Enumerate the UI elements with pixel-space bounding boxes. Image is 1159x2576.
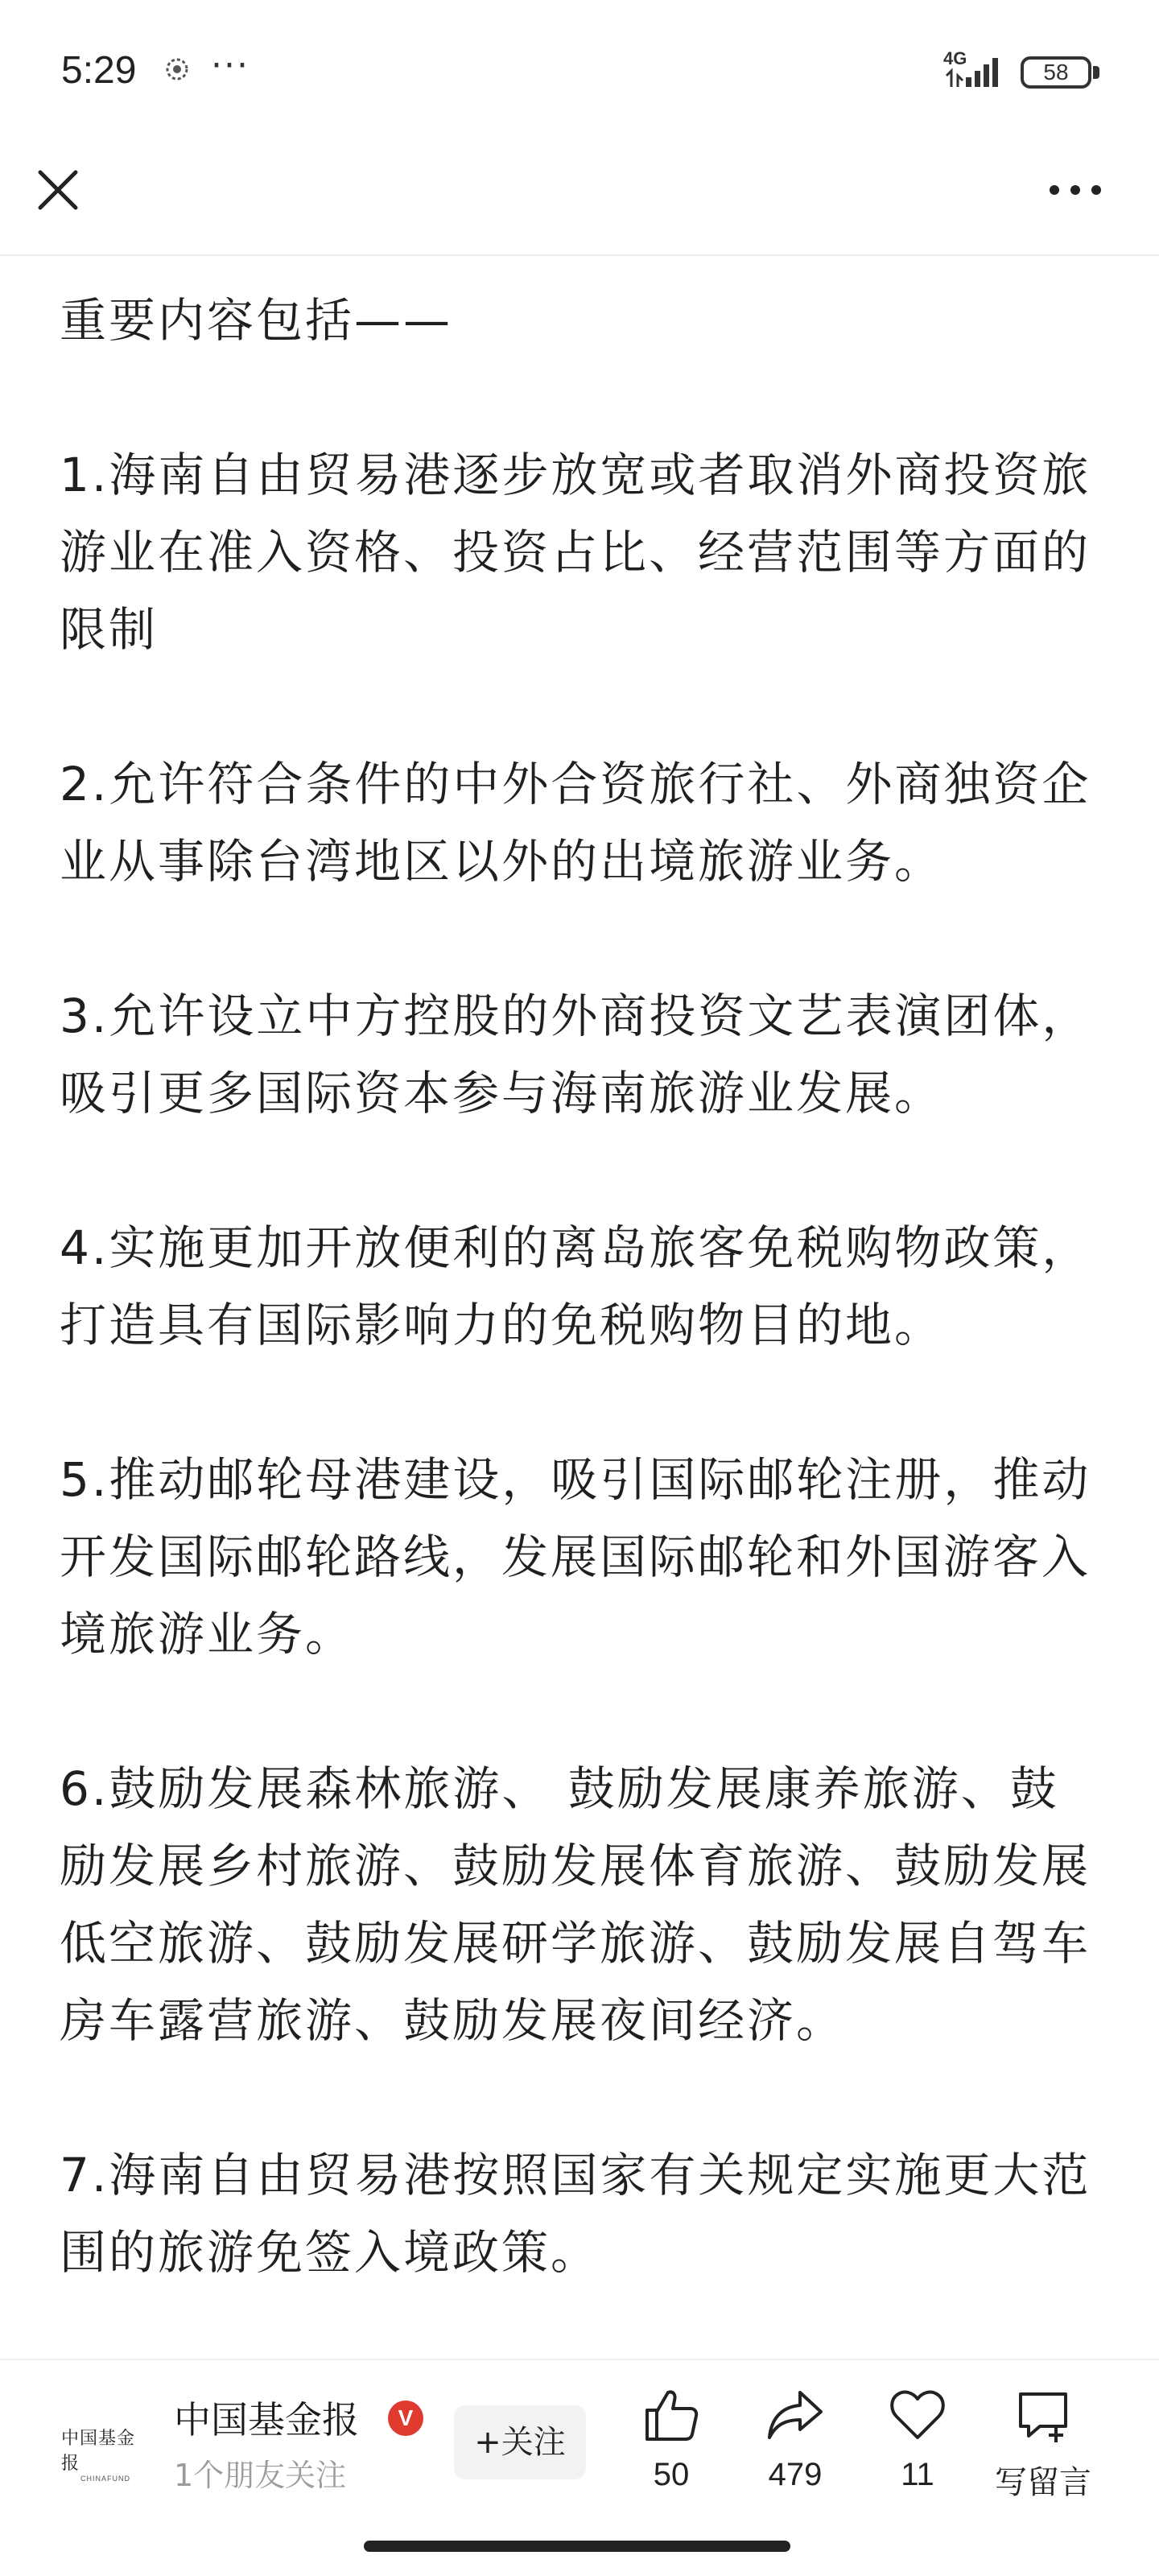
favorite-button[interactable] [861,2384,974,2513]
paragraph-gap [60,1673,1106,1750]
thumbs-up-icon [641,2384,702,2446]
heart-icon [887,2384,948,2446]
share-icon [765,2384,826,2446]
logo-text: 中国基金报 [61,2429,136,2474]
top-nav [0,145,1159,256]
article-item-1: 1.海南自由贸易港逐步放宽或者取消外商投资旅游业在准入资格、投资占比、经营范围等方面的限制 [60,448,1091,657]
article-item-4: 4.实施更加开放便利的离岛旅客免税购物政策，打造具有国际影响力的免税购物目的地。 [60,1220,1091,1352]
battery-icon [1021,56,1091,89]
share-count: 479 [768,2457,823,2492]
battery-level: 58 [1043,60,1069,85]
article-item-6: 6.鼓励发展森林旅游、 鼓励发展康养旅游、鼓励发展乡村旅游、鼓励发展体育旅游、鼓励发展低空旅游、鼓励发展研学旅游、鼓励发展自驾车房车露营旅游、鼓励发展夜间经济。 [60,1761,1091,2048]
article-body [60,282,1106,2291]
signal-icon [943,48,1008,89]
like-button[interactable] [615,2384,728,2513]
battery-tip [1093,66,1099,79]
like-count: 50 [653,2457,690,2492]
paragraph-gap [60,900,1106,977]
verified-badge-icon: V [388,2401,423,2436]
more-horizontal-icon[interactable] [1043,164,1107,216]
paragraph-gap [60,359,1106,436]
article-item-3: 3.允许设立中方控股的外商投资文艺表演团体，吸引更多国际资本参与海南旅游业发展。 [60,989,1091,1121]
paragraph-gap [60,1364,1106,1441]
paragraph-gap [60,2059,1106,2136]
favorite-count: 11 [901,2457,934,2492]
status-bar [0,0,1159,145]
share-button[interactable] [739,2384,852,2513]
paragraph-gap [60,668,1106,745]
publisher-logo[interactable] [61,2425,150,2483]
article-item-2: 2.允许符合条件的中外合资旅行社、外商独资企业从事除台湾地区以外的出境旅游业务。 [60,757,1091,889]
comment-add-icon [1013,2384,1074,2446]
notification-icon [161,53,193,85]
bottom-action-bar [0,2359,1159,2528]
logo-subtext: CHINAFUND [80,2475,130,2483]
follow-button[interactable]: +关注 [454,2405,586,2479]
comment-label: 写留言 [995,2464,1091,2501]
close-icon[interactable] [32,164,84,216]
status-time: 5:29 [61,49,137,92]
paragraph-gap [60,1132,1106,1209]
status-more-indicator: ··· [211,45,250,86]
article-intro: 重要内容包括—— [60,293,453,348]
home-indicator[interactable] [364,2541,790,2552]
network-type: 4G [943,48,967,68]
comment-button[interactable] [987,2384,1099,2513]
author-name[interactable]: 中国基金报 [174,2398,359,2442]
article-item-5: 5.推动邮轮母港建设，吸引国际邮轮注册，推动开发国际邮轮路线，发展国际邮轮和外国游客入境旅游业务。 [60,1452,1091,1662]
friends-following: 1个朋友关注 [174,2458,347,2493]
article-item-7: 7.海南自由贸易港按照国家有关规定实施更大范围的旅游免签入境政策。 [60,2148,1091,2280]
